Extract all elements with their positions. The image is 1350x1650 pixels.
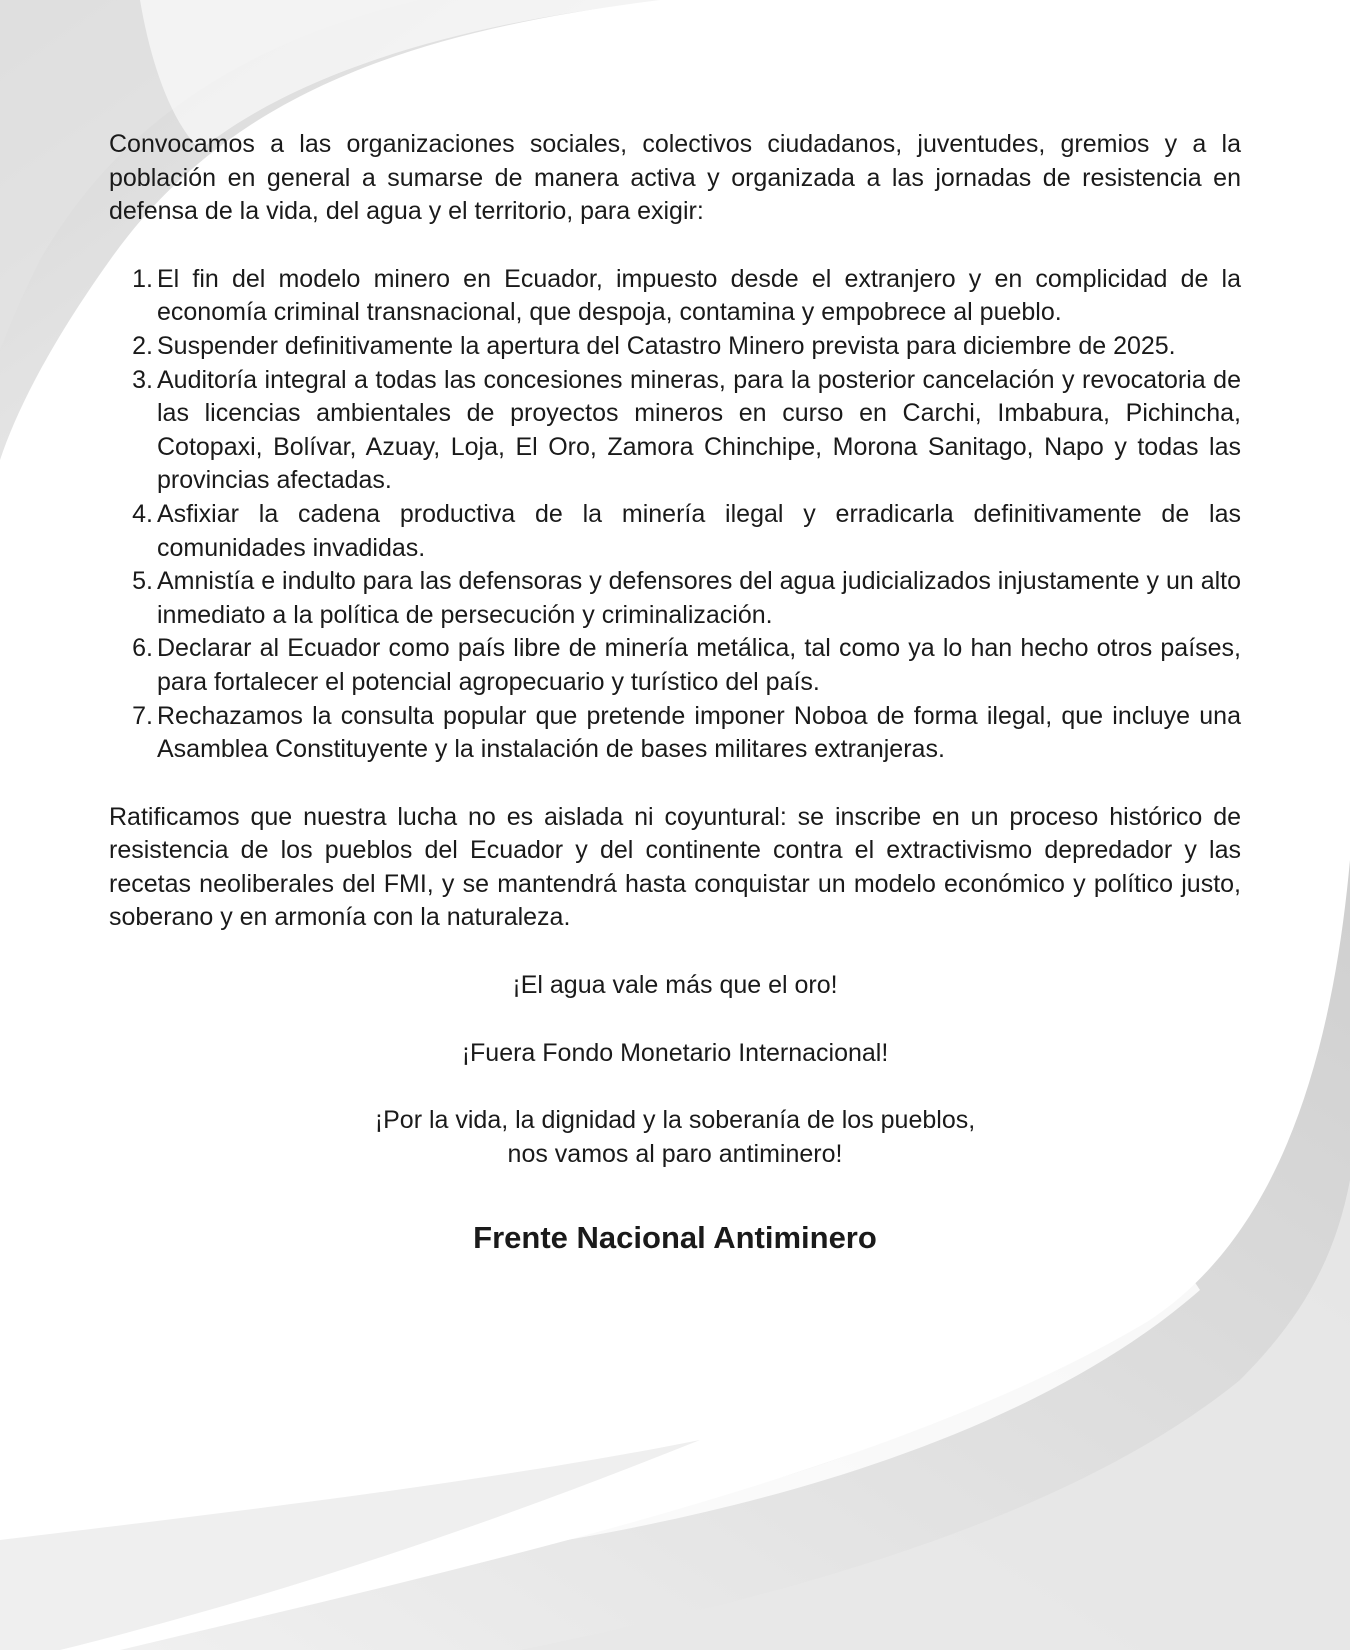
slogan-strike-line2: nos vamos al paro antiminero! xyxy=(507,1139,843,1168)
item-text: Rechazamos la consulta popular que pretende imponer Noboa de forma ilegal, que incluye una Asamblea Constituyente y la instalación de bases militares extranjeras. xyxy=(157,701,1241,764)
slogan-water: ¡El agua vale más que el oro! xyxy=(512,971,838,1000)
statement-document xyxy=(109,128,1241,1258)
closing-paragraph: Ratificamos que nuestra lucha no es aislada ni coyuntural: se inscribe en un proceso histórico de resistencia de los pueblos del Ecuador y del continente contra el extractivismo depredador y las recetas neoliberales del FMI, y se mantendrá hasta conquistar un modelo económico y político justo, soberano y en armonía con la naturaleza. xyxy=(109,802,1241,932)
item-number: 2. xyxy=(132,331,153,360)
spacer xyxy=(109,767,1241,801)
slogan-strike-line1: ¡Por la vida, la dignidad y la soberanía de los pueblos, xyxy=(374,1106,976,1135)
list-item xyxy=(109,498,1241,565)
item-text: El fin del modelo minero en Ecuador, impuesto desde el extranjero y en complicidad de la economía criminal transnacional, que despoja, contamina y empobrece al pueblo. xyxy=(157,264,1241,327)
slogan-imf: ¡Fuera Fondo Monetario Internacional! xyxy=(461,1038,889,1067)
intro-paragraph: Convocamos a las organizaciones sociales, colectivos ciudadanos, juventudes, gremios y a la población en general a sumarse de manera activa y organizada a las jornadas de resistencia en defensa de la vida, del agua y el territorio, para exigir: xyxy=(109,130,1241,226)
spacer xyxy=(109,1070,1241,1104)
signature-organization: Frente Nacional Antiminero xyxy=(473,1220,877,1256)
item-number: 6. xyxy=(132,634,153,663)
list-item xyxy=(109,263,1241,330)
item-text: Auditoría integral a todas las concesiones mineras, para la posterior cancelación y revocatoria de las licencias ambientales de proyectos mineros en curso en Carchi, Imbabura, Pichincha, Cotopaxi, Bolívar, Azuay, Loja, El Oro, Zamora Chinchipe, Morona Sanitago, Napo y todas las provincias afectadas. xyxy=(157,365,1241,495)
list-item xyxy=(109,364,1241,498)
item-number: 5. xyxy=(132,567,153,596)
spacer xyxy=(109,1003,1241,1037)
spacer xyxy=(109,935,1241,969)
item-number: 3. xyxy=(132,365,153,394)
list-item xyxy=(109,700,1241,767)
item-text: Declarar al Ecuador como país libre de minería metálica, tal como ya lo han hecho otros países, para fortalecer el potencial agropecuario y turístico del país. xyxy=(157,634,1241,696)
list-item xyxy=(109,330,1241,364)
spacer xyxy=(109,229,1241,263)
item-number: 4. xyxy=(132,499,153,528)
item-number: 7. xyxy=(132,701,153,730)
list-item xyxy=(109,632,1241,699)
item-text: Asfixiar la cadena productiva de la minería ilegal y erradicarla definitivamente de las comunidades invadidas. xyxy=(157,499,1241,562)
item-text: Amnistía e indulto para las defensoras y defensores del agua judicializados injustamente y un alto inmediato a la política de persecución y criminalización. xyxy=(157,567,1241,629)
demands-list xyxy=(109,263,1241,767)
item-number: 1. xyxy=(132,264,153,293)
list-item xyxy=(109,565,1241,632)
item-text: Suspender definitivamente la apertura del Catastro Minero prevista para diciembre de 2025. xyxy=(157,331,1176,360)
